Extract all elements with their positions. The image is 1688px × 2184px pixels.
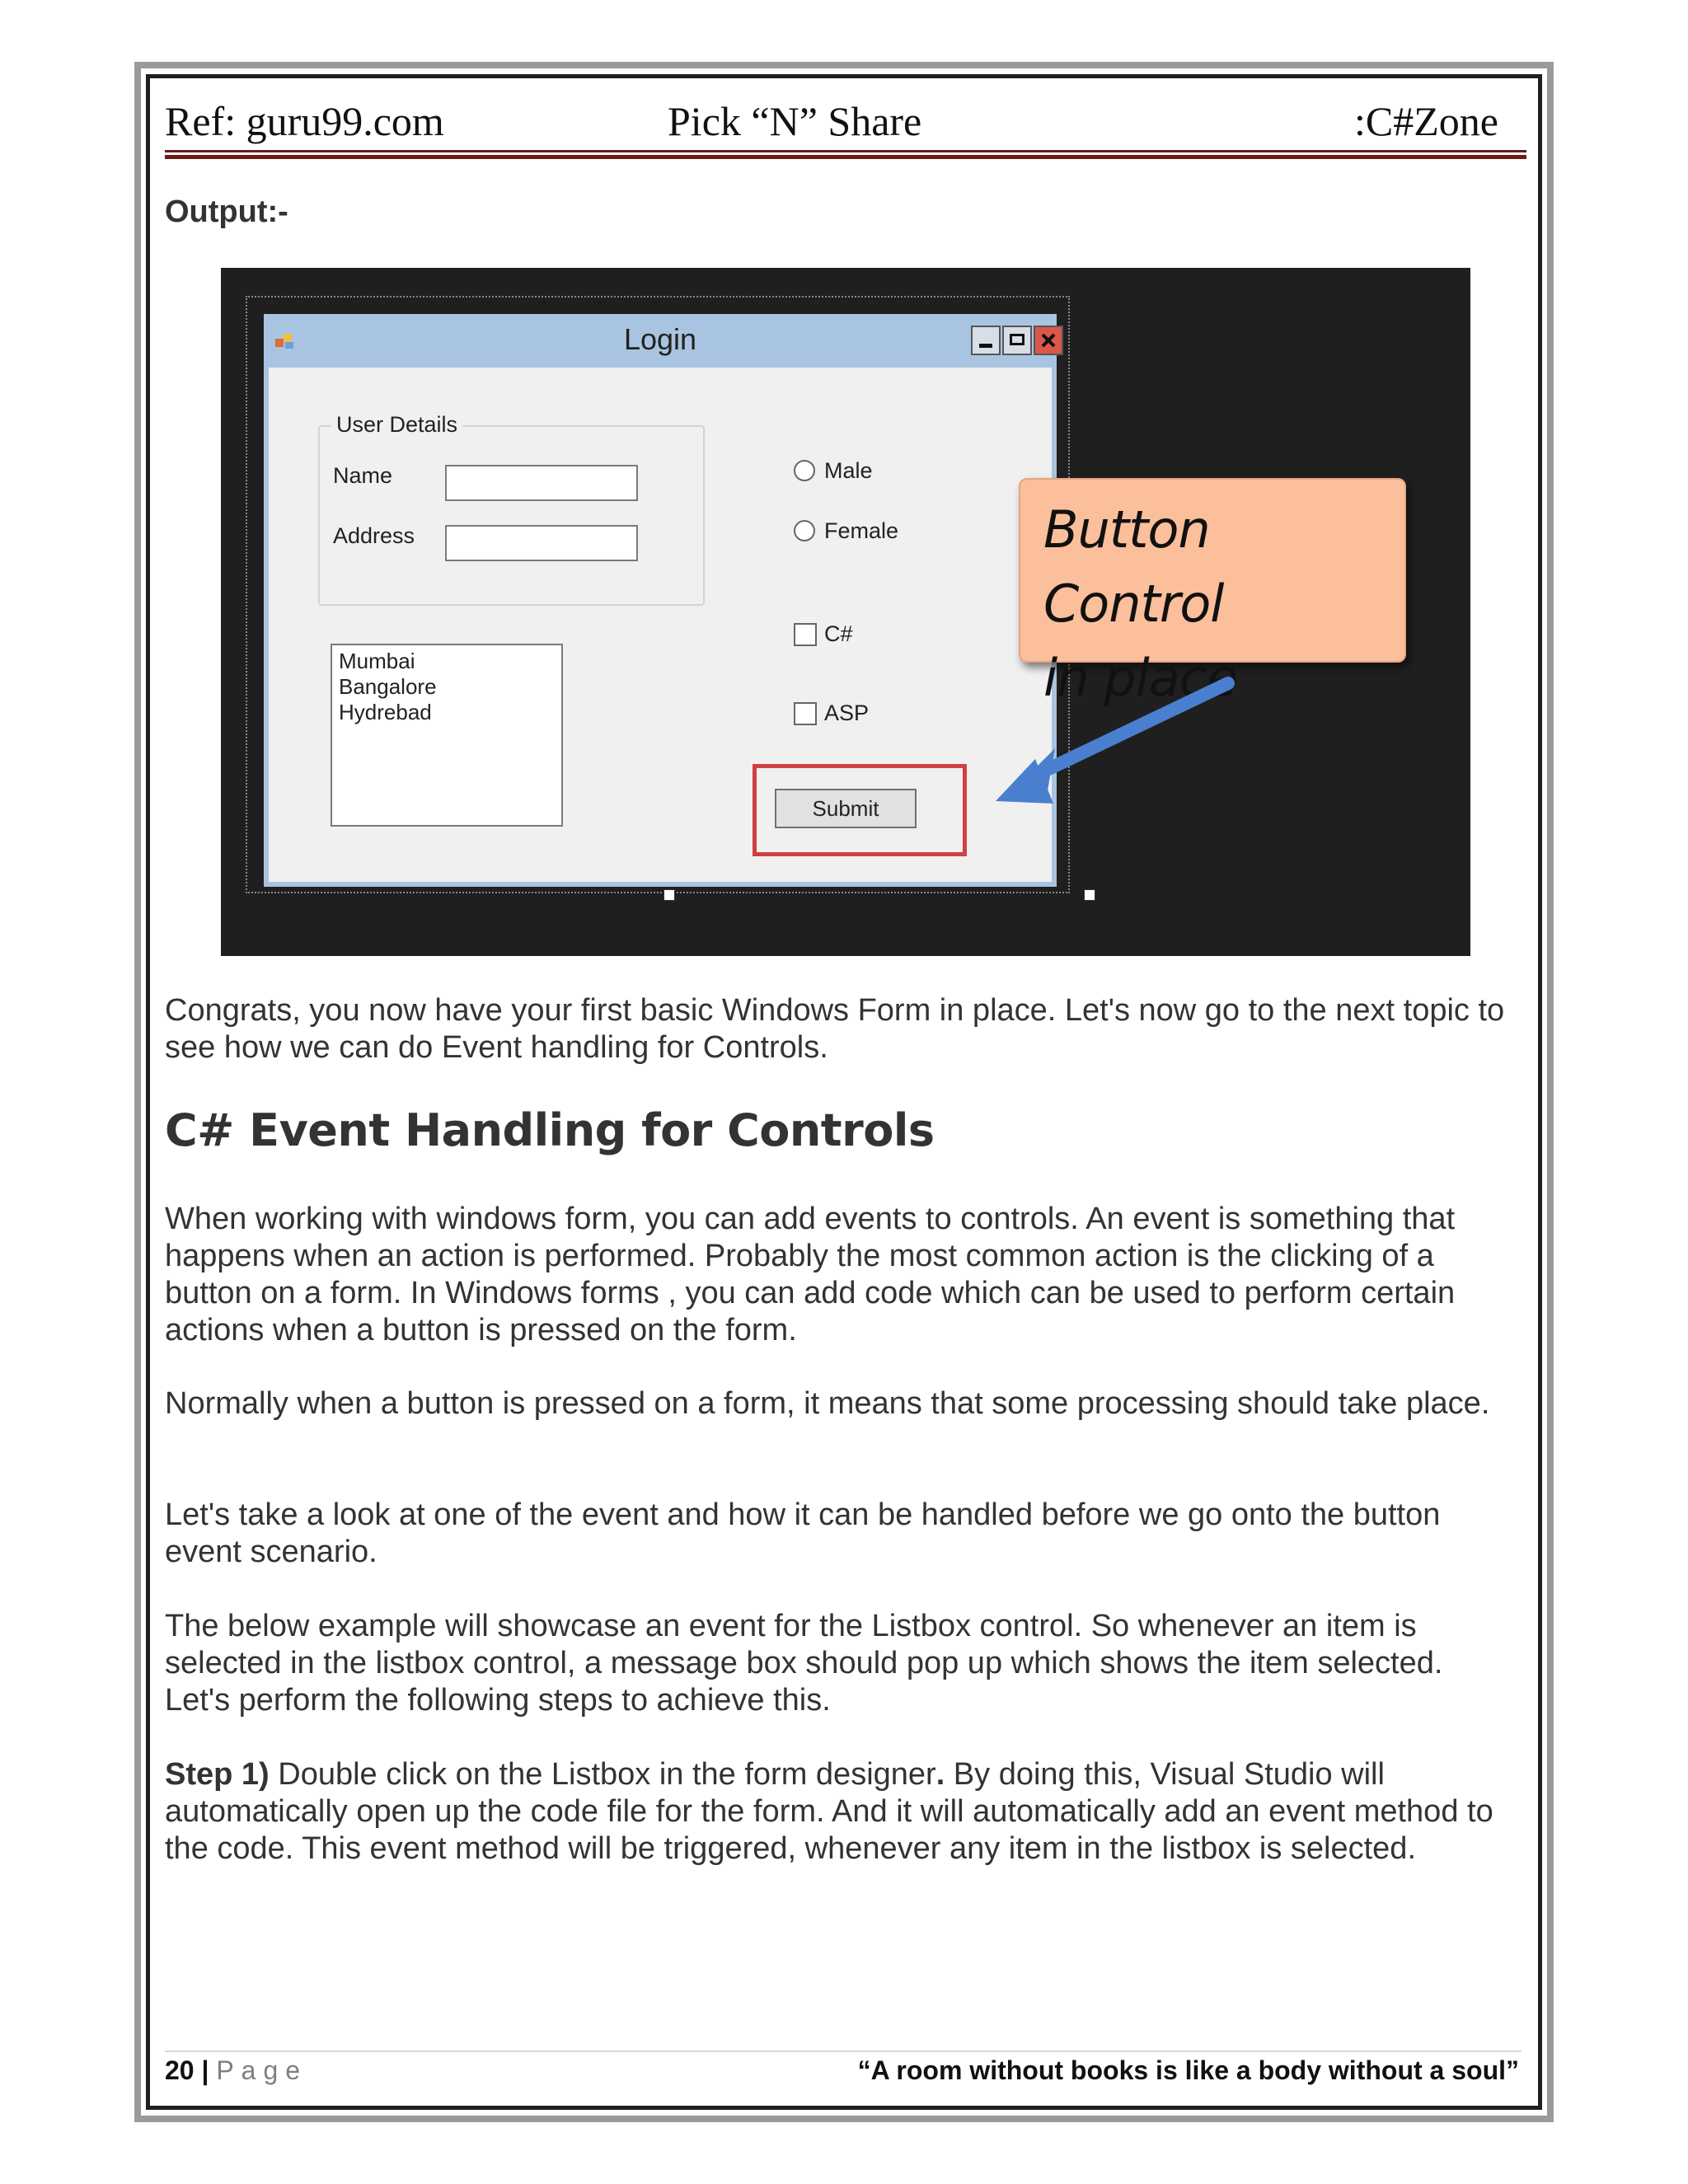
header-title: Pick “N” Share xyxy=(668,98,922,144)
step1-text: Double click on the Listbox in the form designer xyxy=(269,1757,936,1792)
paragraph-look: Let's take a look at one of the event and how it can be handled before we go onto the button event scenario. xyxy=(165,1497,1441,1569)
paragraph-events: When working with windows form, you can add events to controls. An event is something that happens when an action is performed. Probably the most common action is the clicking of a button on a form. In Windows forms , you can add code which can be used to perform certain actions when a button is pressed on the form. xyxy=(165,1202,1456,1347)
csharp-label: C# xyxy=(824,621,853,646)
output-label: Output:- xyxy=(165,194,288,229)
form-title: Login xyxy=(623,322,697,356)
female-label: Female xyxy=(824,518,899,543)
page-number xyxy=(165,2055,307,2086)
footer-rule xyxy=(165,2050,1522,2052)
step1-dot: . xyxy=(935,1757,945,1792)
header-rule-thick xyxy=(165,155,1526,159)
male-label: Male xyxy=(824,458,873,483)
step1-text-rest: By doing this, Visual Studio will automatically open up the code file for the form. And it will automatically add an event method to the code. This event method will be triggered, whenever any item in the listbox is selected. xyxy=(165,1757,1493,1866)
callout-line: in place xyxy=(1043,648,1238,708)
asp-label: ASP xyxy=(824,701,870,725)
paragraph-listbox-example: The below example will showcase an event for the Listbox control. So whenever an item is selected in the listbox control, a message box should pop up which shows the item selected. Let's perform the following steps to achieve this. xyxy=(165,1609,1443,1718)
step-label: Step 1) xyxy=(165,1757,270,1792)
pointer-arrow-icon xyxy=(221,268,1470,956)
footer-quote: “A room without books is like a body without a soul” xyxy=(857,2055,1519,2085)
listbox-item: Bangalore xyxy=(339,674,437,699)
page-separator: | xyxy=(201,2055,209,2085)
callout-line: Button Control xyxy=(1043,499,1224,634)
congrats-paragraph: Congrats, you now have your first basic Windows Form in place. Let's now go to the next topic to see how we can do Event handling for Controls. xyxy=(165,993,1505,1065)
header-rule xyxy=(165,150,1526,152)
groupbox-title: User Details xyxy=(331,412,462,438)
paragraph-processing: Normally when a button is pressed on a form, it means that some processing should take place. xyxy=(165,1386,1490,1421)
section-heading: C# Event Handling for Controls xyxy=(165,1104,935,1156)
login-form-screenshot xyxy=(221,268,1470,956)
address-label: Address xyxy=(333,523,415,548)
listbox-item: Hydrebad xyxy=(339,700,432,724)
paragraph-step1 xyxy=(165,1756,1517,1868)
header-zone: :C#Zone xyxy=(1354,98,1498,144)
page-number-value: 20 xyxy=(165,2055,195,2085)
page-header xyxy=(165,97,1523,147)
header-ref: Ref: guru99.com xyxy=(165,98,444,144)
submit-button: Submit xyxy=(775,789,917,828)
page-word: Page xyxy=(216,2055,308,2085)
listbox-item: Mumbai xyxy=(339,649,415,673)
name-label: Name xyxy=(333,463,393,488)
